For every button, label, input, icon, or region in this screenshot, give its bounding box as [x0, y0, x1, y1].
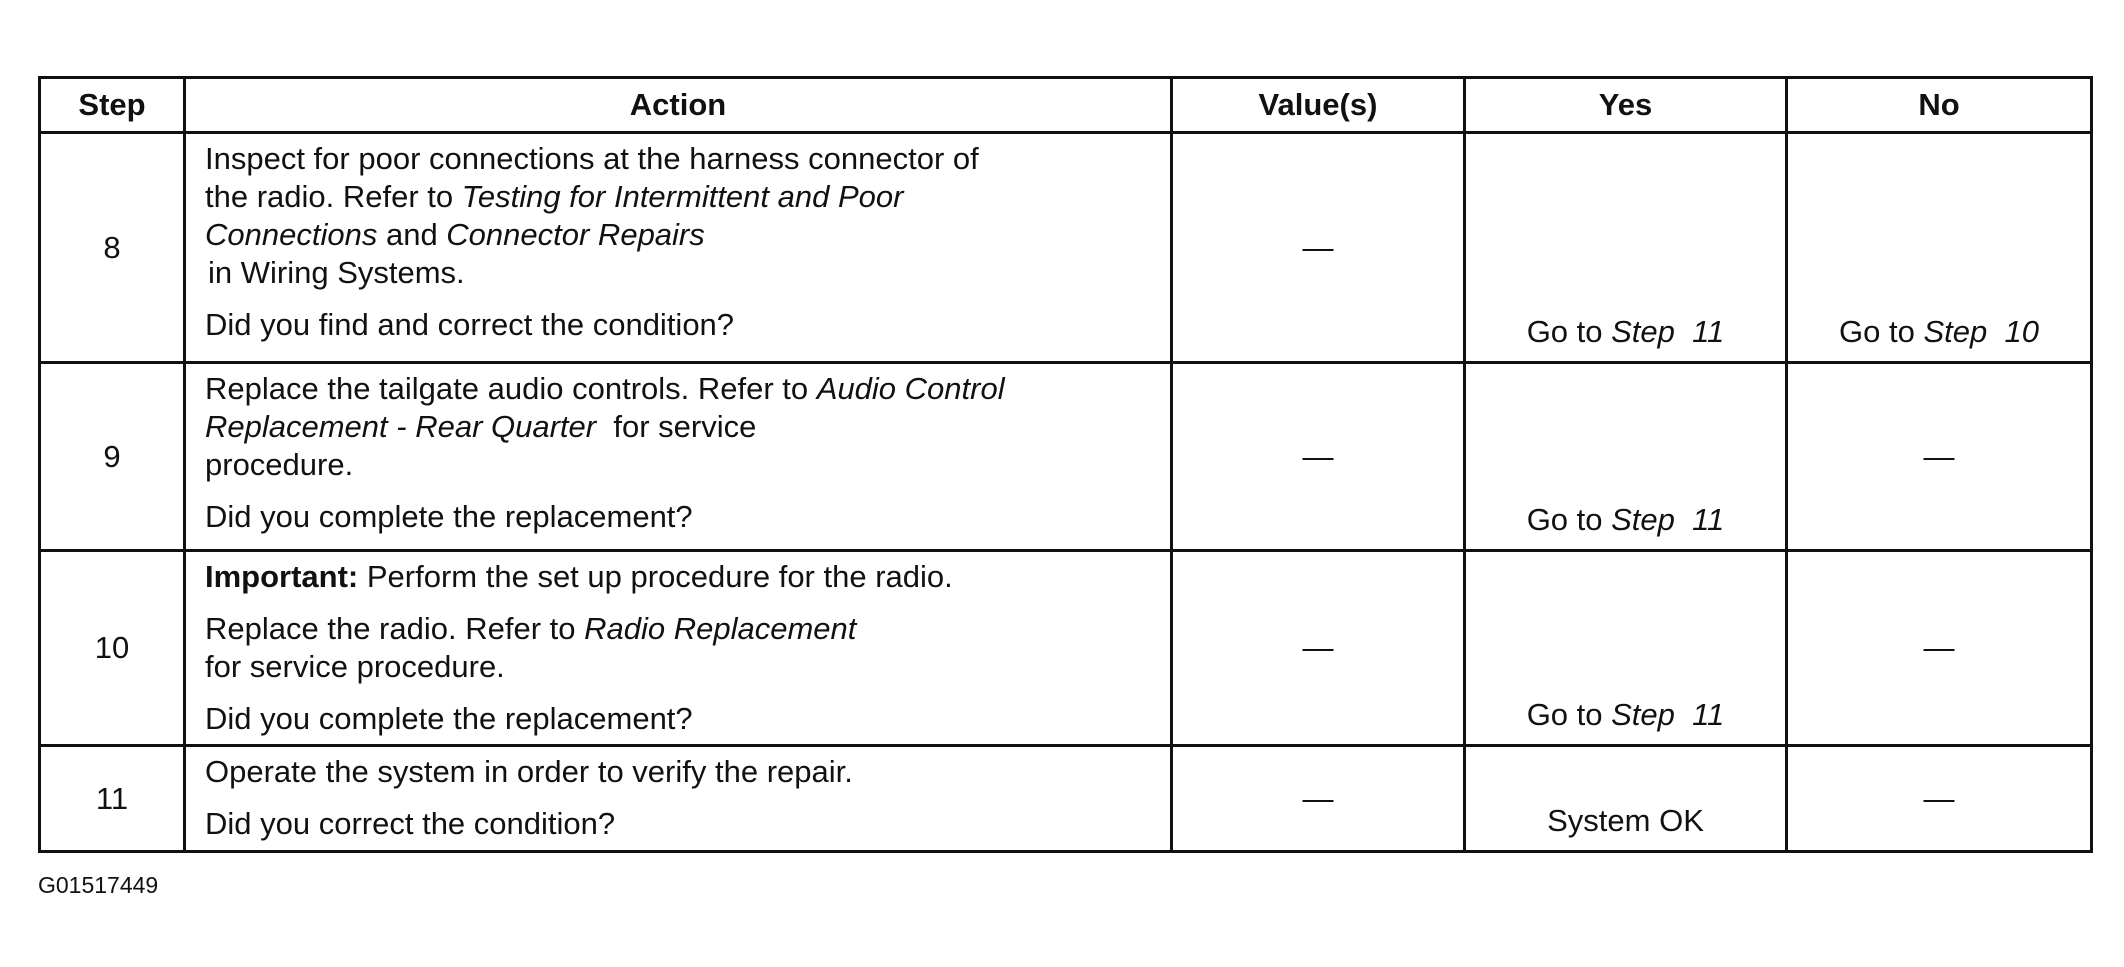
- no-cell: —: [1787, 746, 2092, 852]
- header-action: Action: [185, 78, 1172, 133]
- step-number: 10: [40, 551, 185, 746]
- step-link[interactable]: Step 11: [1611, 314, 1725, 349]
- action-question: Did you complete the replacement?: [205, 499, 693, 534]
- header-step: Step: [40, 78, 185, 133]
- yes-cell[interactable]: Go to Step 11: [1465, 363, 1787, 551]
- action-question: Did you complete the replacement?: [205, 701, 693, 736]
- action-instruction: Operate the system in order to verify the repair.: [205, 754, 853, 789]
- reference-link[interactable]: Connector Repairs: [446, 217, 705, 252]
- reference-link[interactable]: Radio Replacement: [584, 611, 857, 646]
- action-instruction: Replace the radio. Refer to Radio Replacement for service procedure.: [205, 611, 857, 684]
- value-cell: —: [1172, 551, 1465, 746]
- no-cell: —: [1787, 363, 2092, 551]
- action-cell: [185, 746, 1172, 852]
- action-question: Did you correct the condition?: [205, 806, 616, 841]
- header-yes: Yes: [1465, 78, 1787, 133]
- table-row: [40, 746, 2092, 852]
- yes-cell: System OK: [1465, 746, 1787, 852]
- yes-cell[interactable]: Go to Step 11: [1465, 551, 1787, 746]
- reference-link[interactable]: Audio Control: [816, 371, 1005, 406]
- step-number: 8: [40, 133, 185, 363]
- figure-code: G01517449: [38, 872, 159, 898]
- no-cell[interactable]: Go to Step 10: [1787, 133, 2092, 363]
- step-link[interactable]: Step 11: [1611, 697, 1725, 732]
- value-cell: —: [1172, 133, 1465, 363]
- step-link[interactable]: Step 11: [1611, 502, 1725, 537]
- action-instruction: Inspect for poor connections at the harness connector of the radio. Refer to Testing for Intermittent and Poor Connections and Connector Repairs in Wiring Systems.: [205, 141, 979, 290]
- step-number: 9: [40, 363, 185, 551]
- yes-cell[interactable]: Go to Step 11: [1465, 133, 1787, 363]
- reference-link[interactable]: Connections: [205, 217, 378, 252]
- header-no: No: [1787, 78, 2092, 133]
- step-number: 11: [40, 746, 185, 852]
- table-row: [40, 133, 2092, 363]
- header-values: Value(s): [1172, 78, 1465, 133]
- action-instruction: Replace the tailgate audio controls. Refer to Audio Control Replacement - Rear Quarter for service procedure.: [205, 371, 1005, 482]
- value-cell: —: [1172, 363, 1465, 551]
- reference-link[interactable]: Testing for Intermittent and Poor: [461, 179, 904, 214]
- table-row: [40, 363, 2092, 551]
- reference-link[interactable]: Replacement - Rear Quarter: [205, 409, 597, 444]
- value-cell: —: [1172, 746, 1465, 852]
- action-cell: [185, 133, 1172, 363]
- action-cell: [185, 363, 1172, 551]
- important-label: Important:: [205, 559, 359, 594]
- table-header-row: [40, 78, 2092, 133]
- diagnostic-table-container: [38, 76, 2090, 853]
- action-cell: [185, 551, 1172, 746]
- step-link[interactable]: Step 10: [1923, 314, 2039, 349]
- no-cell: —: [1787, 551, 2092, 746]
- diagnostic-table: [38, 76, 2093, 853]
- important-note: Important: Perform the set up procedure for the radio.: [205, 559, 953, 594]
- action-question: Did you find and correct the condition?: [205, 307, 735, 342]
- table-row: [40, 551, 2092, 746]
